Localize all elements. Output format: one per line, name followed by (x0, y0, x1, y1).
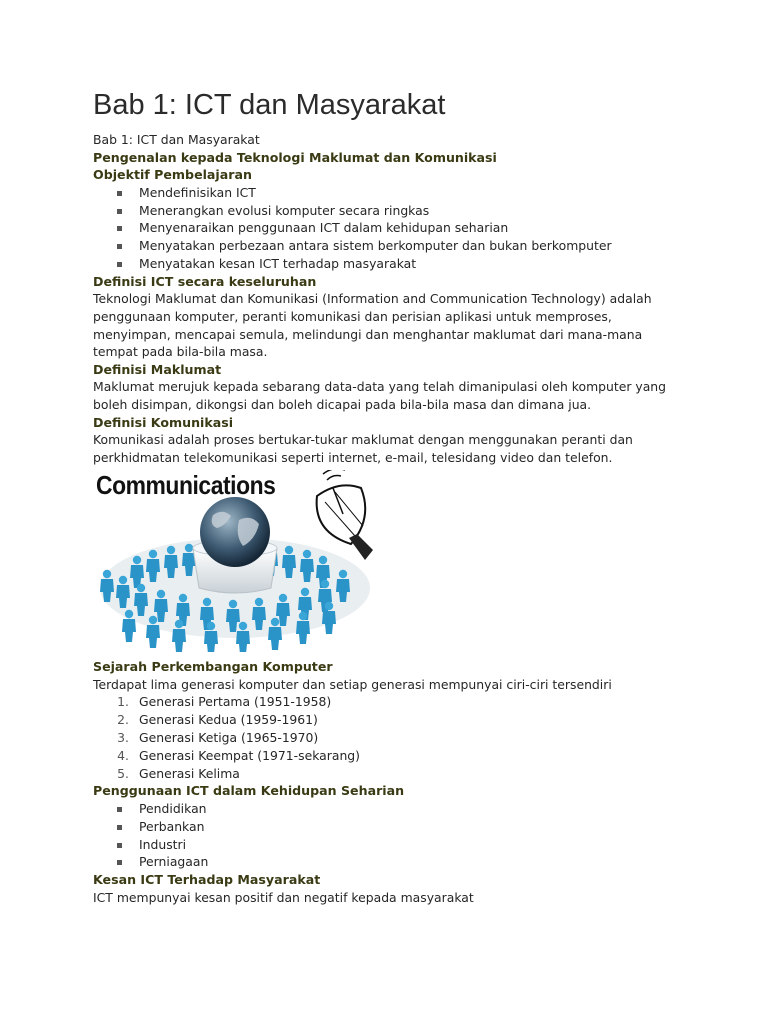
square-bullet-icon (117, 860, 122, 865)
chapter-line: Bab 1: ICT dan Masyarakat (93, 132, 260, 147)
usage-heading: Penggunaan ICT dalam Kehidupan Seharian (93, 783, 405, 799)
impact-heading: Kesan ICT Terhadap Masyarakat (93, 872, 321, 888)
definition-comm-heading: Definisi Komunikasi (93, 414, 234, 430)
definition-ict-heading: Definisi ICT secara keseluruhan (93, 273, 317, 289)
list-item: 3. Generasi Ketiga (1965-1970) (117, 730, 319, 746)
list-item: Menyatakan perbezaan antara sistem berkomputer dan bukan berkomputer (93, 237, 683, 255)
square-bullet-icon (117, 209, 122, 214)
definition-info-heading: Definisi Maklumat (93, 361, 222, 377)
square-bullet-icon (117, 226, 122, 231)
history-intro: Terdapat lima generasi komputer dan setiap generasi mempunyai ciri-ciri tersendiri (93, 676, 612, 692)
square-bullet-icon (117, 191, 122, 196)
list-item: Menerangkan evolusi komputer secara ringkas (93, 202, 683, 220)
globe-icon (200, 497, 270, 567)
list-item: 2. Generasi Kedua (1959-1961) (117, 712, 318, 728)
square-bullet-icon (117, 244, 122, 249)
definition-info-text: Maklumat merujuk kepada sebarang data-data yang telah dimanipulasi oleh komputer yang boleh disimpan, dikongsi dan boleh dicapai pada bila-bila masa dan dimana jua. (93, 379, 667, 412)
document-content (93, 88, 683, 906)
list-item: Industri (93, 836, 683, 854)
list-item: 1. Generasi Pertama (1951-1958) (117, 694, 332, 710)
list-item: Pendidikan (93, 800, 683, 818)
definition-ict-text: Teknologi Maklumat dan Komunikasi (Information and Communication Technology) adalah penggunaan komputer, peranti komunikasi dan perisian aplikasi untuk memproses, menyimpan, mencapai semula, melindungi dan menghantar maklumat dari mana-mana tempat pada bila-bila masa. (93, 291, 652, 360)
square-bullet-icon (117, 262, 122, 267)
impact-text: ICT mempunyai kesan positif dan negatif kepada masyarakat (93, 889, 474, 905)
satellite-dish-icon (317, 470, 373, 560)
history-heading: Sejarah Perkembangan Komputer (93, 659, 333, 675)
list-item: 4. Generasi Keempat (1971-sekarang) (117, 747, 361, 763)
square-bullet-icon (117, 825, 122, 830)
list-item: Perbankan (93, 818, 683, 836)
definition-comm-text: Komunikasi adalah proses bertukar-tukar maklumat dengan menggunakan peranti dan perkhidmatan telekomunikasi seperti internet, e-mail, telesidang video dan telefon. (93, 432, 633, 465)
intro-heading: Pengenalan kepada Teknologi Maklumat dan Komunikasi (93, 149, 497, 165)
objectives-heading: Objektif Pembelajaran (93, 167, 252, 183)
list-item: 5. Generasi Kelima (117, 765, 240, 781)
list-item: Menyatakan kesan ICT terhadap masyarakat (93, 255, 683, 273)
usage-list (93, 800, 683, 871)
illustration-caption: Communications (96, 470, 276, 501)
objectives-list (93, 184, 683, 273)
communications-illustration (93, 470, 383, 652)
page-title: Bab 1: ICT dan Masyarakat (93, 89, 446, 121)
list-item: Mendefinisikan ICT (93, 184, 683, 202)
generations-list (93, 693, 683, 782)
square-bullet-icon (117, 843, 122, 848)
square-bullet-icon (117, 807, 122, 812)
list-item: Perniagaan (93, 853, 683, 871)
list-item: Menyenaraikan penggunaan ICT dalam kehidupan seharian (93, 219, 683, 237)
